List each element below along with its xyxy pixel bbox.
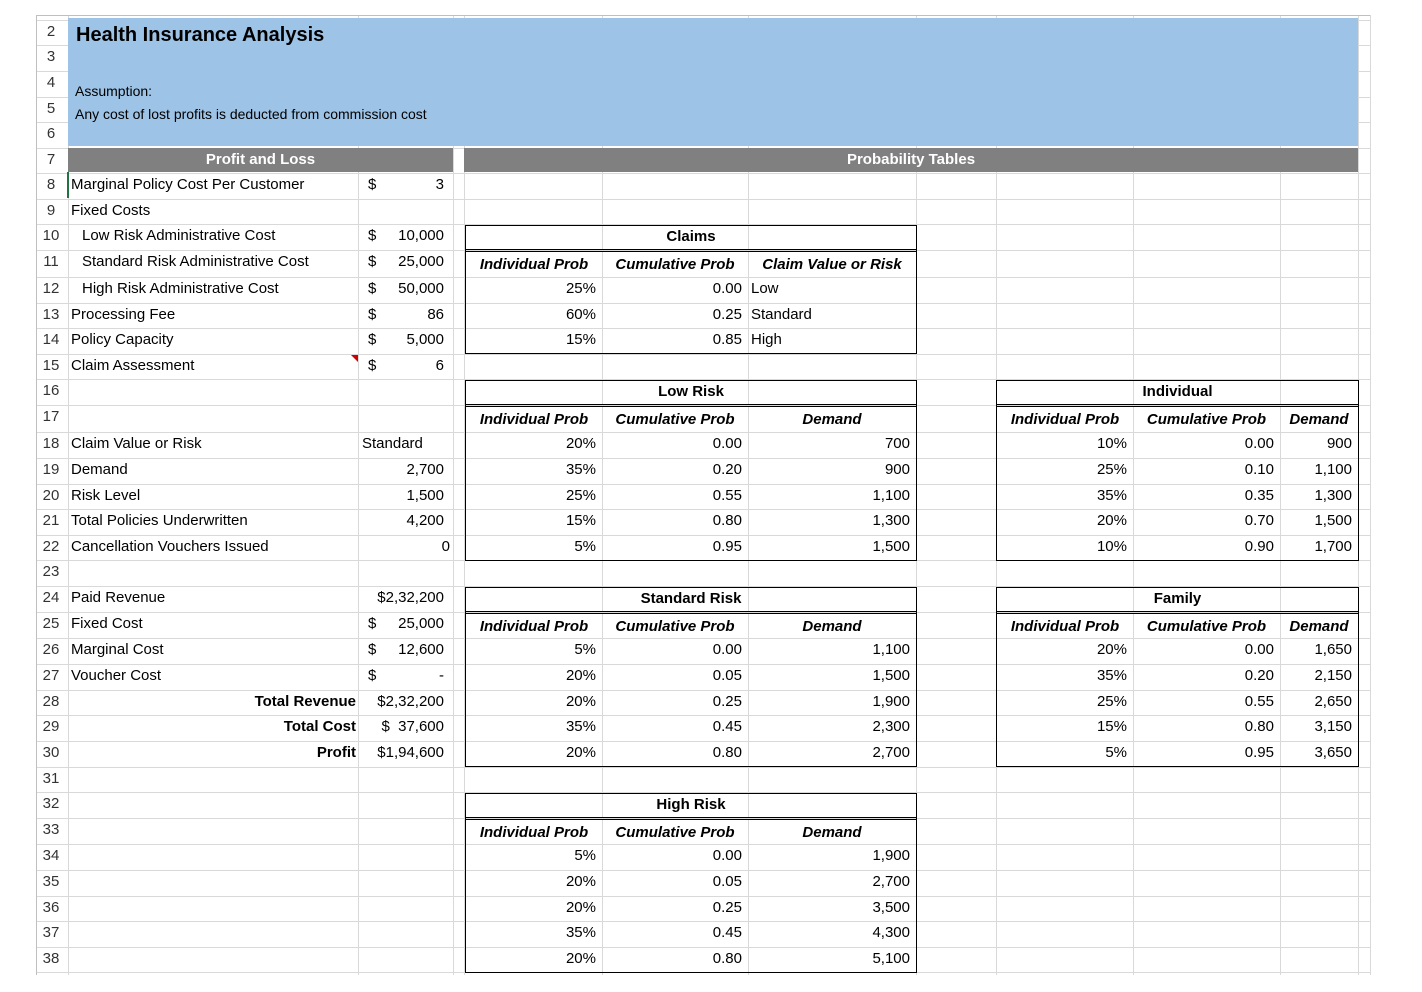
pl-value[interactable]: 12,600	[398, 641, 444, 658]
individual-cell[interactable]: 10%	[1096, 435, 1127, 452]
claims-cell[interactable]: Low	[751, 280, 779, 297]
pl-value[interactable]: 0	[441, 538, 450, 555]
standard-risk-cell[interactable]: 0.25	[712, 693, 742, 710]
high-risk-cell[interactable]: 3,500	[872, 899, 910, 916]
row-number[interactable]: 11	[43, 253, 59, 270]
individual-cell[interactable]: 1,500	[1314, 512, 1352, 529]
low-risk-cell[interactable]: 900	[884, 461, 910, 478]
currency-symbol[interactable]: $	[368, 615, 377, 632]
assumption-label[interactable]: Assumption:	[75, 83, 153, 99]
probability-tables-header[interactable]: Probability Tables	[464, 148, 1358, 172]
low-risk-cell[interactable]: 0.20	[712, 461, 742, 478]
row-number[interactable]: 30	[42, 744, 60, 761]
individual-cell[interactable]: 1,100	[1314, 461, 1352, 478]
row-number[interactable]: 16	[42, 382, 60, 399]
row-number[interactable]: 38	[42, 950, 60, 967]
standard-risk-cell[interactable]: 0.00	[712, 641, 742, 658]
pl-label[interactable]: Marginal Cost	[71, 641, 164, 658]
individual-cell[interactable]: 20%	[1096, 512, 1127, 529]
low-risk-cell[interactable]: 0.80	[712, 512, 742, 529]
pl-label[interactable]: Cancellation Vouchers Issued	[71, 538, 269, 555]
individual-cell[interactable]: 25%	[1096, 461, 1127, 478]
family-cell[interactable]: 0.80	[1244, 718, 1274, 735]
row-number[interactable]: 5	[46, 100, 56, 117]
row-number[interactable]: 9	[46, 202, 56, 219]
standard-risk-cell[interactable]: 0.80	[712, 744, 742, 761]
currency-symbol[interactable]: $	[368, 227, 377, 244]
pl-value[interactable]: 10,000	[398, 227, 444, 244]
claims-header[interactable]: Cumulative Prob	[615, 256, 735, 273]
low-risk-cell[interactable]: 1,500	[872, 538, 910, 555]
row-number[interactable]: 6	[46, 125, 56, 142]
high-risk-cell[interactable]: 4,300	[872, 924, 910, 941]
pl-label[interactable]: Risk Level	[71, 487, 141, 504]
low-risk-table-title[interactable]: Low Risk	[465, 380, 917, 407]
row-number[interactable]: 27	[42, 667, 60, 684]
low-risk-cell[interactable]: 0.55	[712, 487, 742, 504]
currency-symbol[interactable]: $	[368, 357, 377, 374]
pl-label[interactable]: Fixed Cost	[71, 615, 143, 632]
row-number[interactable]: 35	[42, 873, 60, 890]
individual-header[interactable]: Demand	[1289, 411, 1349, 428]
standard-risk-cell[interactable]: 20%	[565, 693, 596, 710]
row-number[interactable]: 10	[42, 227, 60, 244]
row-number[interactable]: 2	[46, 23, 56, 40]
row-number[interactable]: 31	[42, 770, 60, 787]
individual-cell[interactable]: 10%	[1096, 538, 1127, 555]
sheet-title[interactable]: Health Insurance Analysis	[76, 24, 325, 46]
row-number[interactable]: 15	[42, 357, 60, 374]
row-number[interactable]: 25	[42, 615, 60, 632]
row-number[interactable]: 23	[42, 563, 60, 580]
low-risk-cell[interactable]: 25%	[565, 487, 596, 504]
family-cell[interactable]: 0.55	[1244, 693, 1274, 710]
standard-risk-cell[interactable]: 0.05	[712, 667, 742, 684]
pl-label[interactable]: Marginal Policy Cost Per Customer	[71, 176, 305, 193]
high-risk-table-title[interactable]: High Risk	[465, 793, 917, 820]
standard-risk-cell[interactable]: 35%	[565, 718, 596, 735]
claims-cell[interactable]: 60%	[565, 306, 596, 323]
low-risk-cell[interactable]: 700	[884, 435, 910, 452]
total-label[interactable]: Profit	[316, 744, 356, 761]
individual-header[interactable]: Cumulative Prob	[1146, 411, 1267, 428]
family-header[interactable]: Individual Prob	[1010, 618, 1120, 635]
pl-label[interactable]: Claim Assessment	[71, 357, 195, 374]
family-cell[interactable]: 2,150	[1314, 667, 1352, 684]
individual-cell[interactable]: 35%	[1096, 487, 1127, 504]
individual-cell[interactable]: 900	[1326, 435, 1352, 452]
row-number[interactable]: 7	[46, 151, 56, 168]
standard-risk-cell[interactable]: 1,900	[872, 693, 910, 710]
claims-cell[interactable]: 0.25	[712, 306, 742, 323]
family-header[interactable]: Cumulative Prob	[1146, 618, 1267, 635]
standard-risk-cell[interactable]: 20%	[565, 744, 596, 761]
pl-value[interactable]: 1,500	[406, 487, 444, 504]
standard-risk-cell[interactable]: 2,300	[872, 718, 910, 735]
high-risk-cell[interactable]: 2,700	[872, 873, 910, 890]
total-label[interactable]: Total Cost	[283, 718, 356, 735]
high-risk-cell[interactable]: 5%	[574, 847, 596, 864]
standard-risk-header[interactable]: Demand	[802, 618, 862, 635]
high-risk-cell[interactable]: 1,900	[872, 847, 910, 864]
currency-symbol[interactable]: $	[368, 667, 377, 684]
claims-cell[interactable]: 0.85	[712, 331, 742, 348]
high-risk-cell[interactable]: 20%	[565, 873, 596, 890]
individual-table-title[interactable]: Individual	[996, 380, 1359, 407]
family-header[interactable]: Demand	[1289, 618, 1349, 635]
row-number[interactable]: 18	[42, 435, 60, 452]
low-risk-cell[interactable]: 15%	[565, 512, 596, 529]
low-risk-cell[interactable]: 20%	[565, 435, 596, 452]
pl-label[interactable]: Total Policies Underwritten	[71, 512, 248, 529]
pl-value[interactable]: 25,000	[398, 615, 444, 632]
individual-cell[interactable]: 0.00	[1244, 435, 1274, 452]
individual-header[interactable]: Individual Prob	[1010, 411, 1120, 428]
row-number[interactable]: 34	[42, 847, 60, 864]
row-number[interactable]: 21	[42, 512, 60, 529]
standard-risk-cell[interactable]: 5%	[574, 641, 596, 658]
individual-cell[interactable]: 1,700	[1314, 538, 1352, 555]
low-risk-cell[interactable]: 0.00	[712, 435, 742, 452]
low-risk-header[interactable]: Individual Prob	[479, 411, 589, 428]
claims-header[interactable]: Claim Value or Risk	[762, 256, 902, 273]
currency-symbol[interactable]: $	[368, 331, 377, 348]
row-number[interactable]: 29	[42, 718, 60, 735]
claims-cell[interactable]: High	[751, 331, 782, 348]
row-number[interactable]: 4	[46, 74, 56, 91]
profit-loss-header[interactable]: Profit and Loss	[68, 148, 453, 172]
low-risk-cell[interactable]: 1,100	[872, 487, 910, 504]
family-cell[interactable]: 3,150	[1314, 718, 1352, 735]
family-cell[interactable]: 20%	[1096, 641, 1127, 658]
row-number[interactable]: 37	[42, 924, 60, 941]
pl-label[interactable]: Fixed Costs	[71, 202, 151, 219]
row-number[interactable]: 14	[42, 331, 60, 348]
currency-symbol[interactable]: $	[368, 641, 377, 658]
standard-risk-header[interactable]: Cumulative Prob	[615, 618, 735, 635]
high-risk-cell[interactable]: 0.05	[712, 873, 742, 890]
family-cell[interactable]: 15%	[1096, 718, 1127, 735]
family-cell[interactable]: 0.20	[1244, 667, 1274, 684]
pl-label[interactable]: Paid Revenue	[71, 589, 166, 606]
pl-label[interactable]: Claim Value or Risk	[71, 435, 202, 452]
family-cell[interactable]: 1,650	[1314, 641, 1352, 658]
pl-label[interactable]: Low Risk Administrative Cost	[82, 227, 276, 244]
high-risk-cell[interactable]: 0.80	[712, 950, 742, 967]
row-number[interactable]: 32	[42, 795, 60, 812]
pl-label[interactable]: Voucher Cost	[71, 667, 162, 684]
individual-cell[interactable]: 0.90	[1244, 538, 1274, 555]
pl-value[interactable]: 25,000	[398, 253, 444, 270]
claims-table-title[interactable]: Claims	[465, 225, 917, 252]
family-cell[interactable]: 0.00	[1244, 641, 1274, 658]
row-number[interactable]: 12	[42, 280, 60, 297]
total-value[interactable]: $ 37,600	[381, 718, 444, 735]
pl-value[interactable]: -	[439, 667, 444, 684]
comment-indicator-icon[interactable]	[351, 355, 358, 362]
low-risk-cell[interactable]: 0.95	[712, 538, 742, 555]
claims-header[interactable]: Individual Prob	[479, 256, 589, 273]
pl-label[interactable]: Policy Capacity	[71, 331, 174, 348]
currency-symbol[interactable]: $	[368, 176, 377, 193]
low-risk-cell[interactable]: 5%	[574, 538, 596, 555]
high-risk-cell[interactable]: 0.45	[712, 924, 742, 941]
family-table-title[interactable]: Family	[996, 587, 1359, 614]
total-value[interactable]: $2,32,200	[377, 693, 444, 710]
high-risk-header[interactable]: Demand	[802, 824, 862, 841]
total-value[interactable]: $1,94,600	[377, 744, 444, 761]
standard-risk-cell[interactable]: 20%	[565, 667, 596, 684]
claims-cell[interactable]: 15%	[565, 331, 596, 348]
high-risk-cell[interactable]: 20%	[565, 899, 596, 916]
individual-cell[interactable]: 0.10	[1244, 461, 1274, 478]
pl-value[interactable]: Standard	[362, 435, 423, 452]
row-number[interactable]: 24	[42, 589, 60, 606]
standard-risk-table-title[interactable]: Standard Risk	[465, 587, 917, 614]
row-number[interactable]: 22	[42, 538, 60, 555]
pl-label[interactable]: High Risk Administrative Cost	[82, 280, 279, 297]
high-risk-cell[interactable]: 5,100	[872, 950, 910, 967]
standard-risk-cell[interactable]: 1,500	[872, 667, 910, 684]
pl-value[interactable]: 2,700	[406, 461, 444, 478]
pl-label[interactable]: Demand	[71, 461, 128, 478]
pl-value[interactable]: 5,000	[406, 331, 444, 348]
row-number[interactable]: 20	[42, 487, 60, 504]
currency-symbol[interactable]: $	[368, 253, 377, 270]
low-risk-header[interactable]: Cumulative Prob	[615, 411, 735, 428]
pl-label[interactable]: Processing Fee	[71, 306, 176, 323]
row-number[interactable]: 33	[42, 821, 60, 838]
row-number[interactable]: 26	[42, 641, 60, 658]
pl-value[interactable]: 6	[435, 357, 444, 374]
pl-label[interactable]: Standard Risk Administrative Cost	[82, 253, 309, 270]
standard-risk-cell[interactable]: 2,700	[872, 744, 910, 761]
standard-risk-cell[interactable]: 1,100	[872, 641, 910, 658]
high-risk-header[interactable]: Individual Prob	[479, 824, 589, 841]
standard-risk-header[interactable]: Individual Prob	[479, 618, 589, 635]
high-risk-header[interactable]: Cumulative Prob	[615, 824, 735, 841]
row-number[interactable]: 8	[46, 176, 56, 193]
high-risk-cell[interactable]: 0.00	[712, 847, 742, 864]
claims-cell[interactable]: 0.00	[712, 280, 742, 297]
row-number[interactable]: 19	[42, 461, 60, 478]
pl-value[interactable]: 3	[435, 176, 444, 193]
row-number[interactable]: 36	[42, 899, 60, 916]
standard-risk-cell[interactable]: 0.45	[712, 718, 742, 735]
currency-symbol[interactable]: $	[368, 280, 377, 297]
high-risk-cell[interactable]: 0.25	[712, 899, 742, 916]
row-number[interactable]: 17	[42, 408, 60, 425]
row-number[interactable]: 13	[42, 306, 60, 323]
row-number[interactable]: 3	[46, 48, 56, 65]
high-risk-cell[interactable]: 20%	[565, 950, 596, 967]
individual-cell[interactable]: 1,300	[1314, 487, 1352, 504]
pl-value[interactable]: $2,32,200	[377, 589, 444, 606]
currency-symbol[interactable]: $	[368, 306, 377, 323]
individual-cell[interactable]: 0.35	[1244, 487, 1274, 504]
family-cell[interactable]: 35%	[1096, 667, 1127, 684]
low-risk-header[interactable]: Demand	[802, 411, 862, 428]
family-cell[interactable]: 2,650	[1314, 693, 1352, 710]
low-risk-cell[interactable]: 35%	[565, 461, 596, 478]
claims-cell[interactable]: 25%	[565, 280, 596, 297]
row-number[interactable]: 28	[42, 693, 60, 710]
low-risk-cell[interactable]: 1,300	[872, 512, 910, 529]
pl-value[interactable]: 86	[427, 306, 444, 323]
pl-value[interactable]: 4,200	[406, 512, 444, 529]
total-label[interactable]: Total Revenue	[254, 693, 356, 710]
claims-cell[interactable]: Standard	[751, 306, 812, 323]
high-risk-cell[interactable]: 35%	[565, 924, 596, 941]
family-cell[interactable]: 5%	[1105, 744, 1127, 761]
individual-cell[interactable]: 0.70	[1244, 512, 1274, 529]
family-cell[interactable]: 25%	[1096, 693, 1127, 710]
family-cell[interactable]: 0.95	[1244, 744, 1274, 761]
pl-value[interactable]: 50,000	[398, 280, 444, 297]
family-cell[interactable]: 3,650	[1314, 744, 1352, 761]
assumption-text[interactable]: Any cost of lost profits is deducted from commission cost	[75, 106, 427, 122]
active-cell-indicator	[67, 172, 69, 198]
